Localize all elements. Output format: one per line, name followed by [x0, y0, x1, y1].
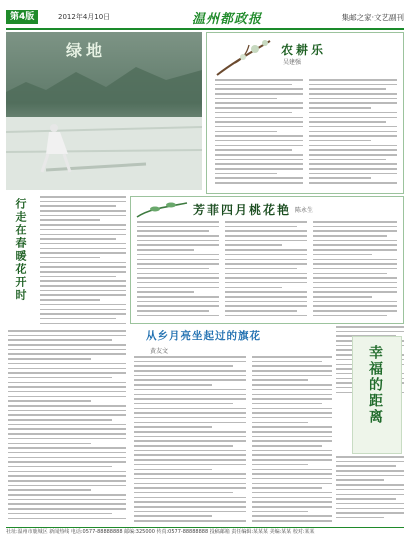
- right-column-title-panel: [352, 336, 402, 454]
- branch-decoration: [135, 199, 191, 221]
- bottom-article-title-bar: [130, 326, 330, 344]
- page-footer: 社址:温州市鹿城区 新闻热线 电话:0577-88888888 邮编:325000 传真:0577-88888888 投稿邮箱 责任编辑:某某某 美编:某某 校对:某某: [6, 527, 404, 537]
- essay-vertical-title: 行走在春暖花开时: [14, 198, 27, 302]
- bottom-article-author: 黄友文: [150, 348, 169, 355]
- middle-article-author: 陈永生: [295, 207, 314, 214]
- page-header: [6, 6, 404, 30]
- bottom-article-col2: [252, 356, 332, 522]
- newspaper-masthead: 温州都政报: [192, 12, 263, 27]
- middle-article-col1: [137, 221, 219, 319]
- essay-intro-text: [40, 196, 126, 326]
- plum-blossom-illustration: [215, 37, 275, 79]
- poem-text-right: [309, 79, 397, 187]
- lake-photo: [6, 32, 202, 190]
- poem-text-left: [215, 79, 303, 187]
- middle-article-col2: [225, 221, 307, 319]
- middle-article-title: 芳菲四月桃花艳: [193, 203, 292, 217]
- essay-body-text: [8, 330, 126, 520]
- section-name: 集邮之家·文艺副刊: [341, 13, 404, 22]
- middle-article-col3: [313, 221, 397, 319]
- bottom-article-col1: [134, 356, 246, 522]
- middle-article-box: [130, 196, 404, 324]
- issue-date: 2012年4月10日: [58, 13, 111, 21]
- poem-author: 吴建强: [283, 59, 302, 66]
- right-column-title: 幸福的距离: [367, 345, 383, 425]
- poem-title: 农耕乐: [281, 43, 327, 57]
- right-column-text-bottom: [336, 456, 404, 522]
- photo-caption: 绿地: [66, 41, 107, 60]
- bottom-article-title: 从乡月亮坐起过的旗花: [146, 330, 261, 342]
- poem-box: [206, 32, 404, 194]
- page-number-badge: 第4版: [6, 10, 38, 24]
